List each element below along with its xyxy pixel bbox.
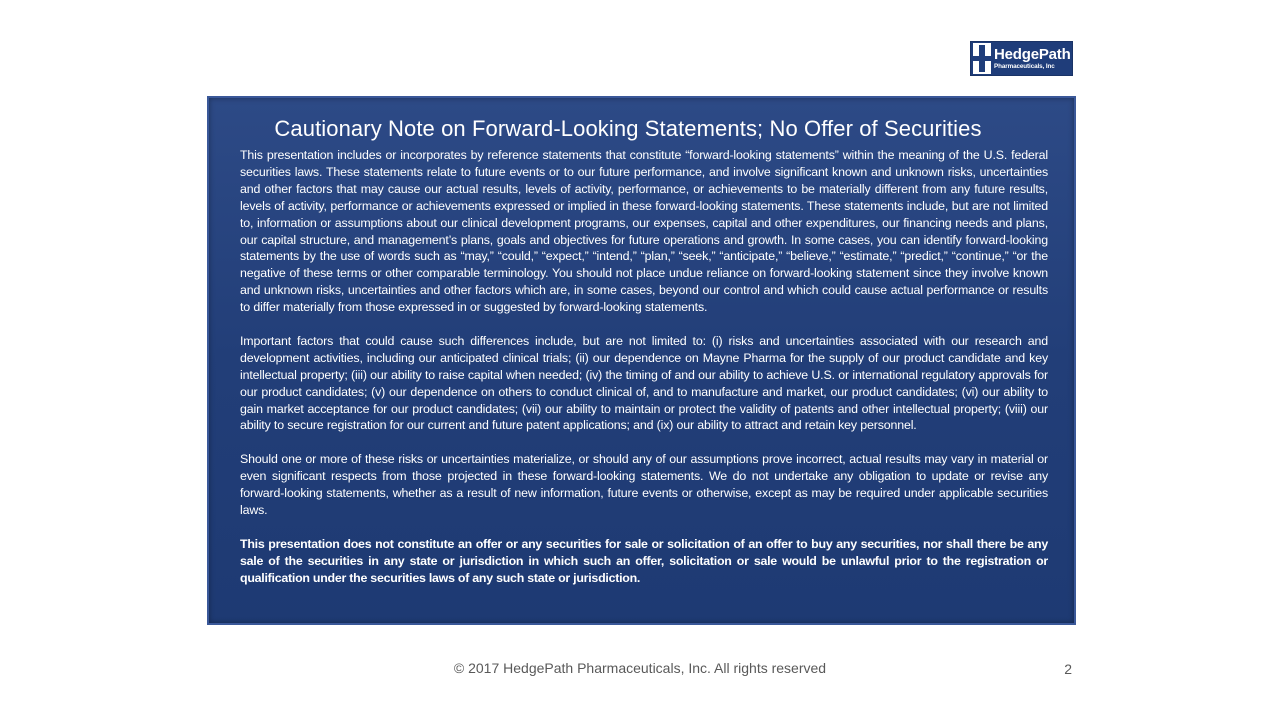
logo-subtitle: Pharmaceuticals, Inc (994, 62, 1055, 70)
forward-looking-paragraph: This presentation includes or incorporates by reference statements that constitute “forward-looking statements” within the meaning of the U.S. federal securities laws. These statements relate to future events or to our future performance, and involve significant known and unknown risks, uncertainties and other factors that may cause our actual results, levels of activity, performance, or achievements to be materially different from any future results, levels of activity, performance or achievements expressed or implied in these forward-looking statements. These statements include, but are not limited to, information or assumptions about our clinical development programs, our expenses, capital and other expenditures, our financing needs and plans, our capital structure, and management’s plans, goals and objectives for future operations and growth. In some cases, you can identify forward-looking statements by the use of words such as “may,” “could,” “expect,” “intend,” “plan,” “seek,” “anticipate,” “believe,” “estimate,” “predict,” “continue,” “or the negative of these terms or other comparable terminology. You should not place undue reliance on forward-looking statement since they involve known and unknown risks, uncertainties and other factors which are, in some cases, beyond our control and which could cause actual performance or results to differ materially from those expressed in or suggested by forward-looking statements. (240, 148, 1048, 315)
logo-text (994, 47, 1071, 70)
company-logo (970, 41, 1073, 76)
page-number: 2 (1064, 661, 1072, 677)
logo-mark-icon (973, 43, 991, 74)
copyright-footer: © 2017 HedgePath Pharmaceuticals, Inc. All rights reserved (453, 660, 827, 676)
no-offer-paragraph: This presentation does not constitute an offer or any securities for sale or solicitation of an offer to buy any securities, nor shall there be any sale of the securities in any state or jurisdiction in which such an offer, solicitation or sale would be unlawful prior to the registration or qualification under the securities laws of any such state or jurisdiction. (240, 536, 1048, 585)
risk-factors-paragraph: Important factors that could cause such differences include, but are not limited to: (i) risks and uncertainties associated with our research and development activities, including our anticipated clinical trials; (ii) our dependence on Mayne Pharma for the supply of our product candidate and key intellectual property; (iii) our ability to raise capital when needed; (iv) the timing of and our ability to achieve U.S. or international regulatory approvals for our product candidates; (v) our dependence on others to conduct clinical of, and to manufacture and market, our product candidates; (vi) our ability to gain market acceptance for our product candidates; (vii) our ability to maintain or protect the validity of patents and other intellectual property; (viii) our ability to secure registration for our current and future patent applications; and (ix) our ability to attract and retain key personnel. (240, 333, 1048, 433)
slide-title: Cautionary Note on Forward-Looking Statements; No Offer of Securities (274, 116, 982, 141)
results-variation-paragraph: Should one or more of these risks or uncertainties materialize, or should any of our assumptions prove incorrect, actual results may vary in material or even significant respects from those projected in these forward-looking statements. We do not undertake any obligation to update or revise any forward-looking statements, whether as a result of new information, future events or otherwise, except as may be required under applicable securities laws. (240, 452, 1048, 517)
disclaimer-body (240, 147, 1048, 587)
logo-name: HedgePath (994, 45, 1071, 63)
